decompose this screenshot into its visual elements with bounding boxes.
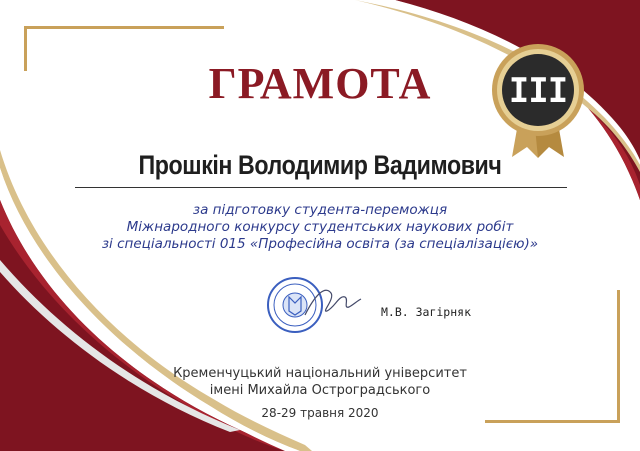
description-line-2: Міжнародного конкурсу студентських наукових робіт — [126, 219, 514, 235]
event-date: 28-29 травня 2020 — [261, 406, 379, 420]
signer-name: М.В. Загірняк — [381, 305, 472, 319]
recipient-name: Прошкін Володимир Вадимович — [138, 150, 502, 180]
description-line-1: за підготовку студента-переможця — [192, 202, 448, 218]
certificate-title: ГРАМОТА — [208, 59, 432, 108]
seal-stamp-icon — [265, 275, 363, 335]
name-underline — [75, 187, 567, 188]
institution-line-1: Кременчуцький національний університет — [173, 366, 467, 381]
institution-line-2: імені Михайла Остроградського — [209, 383, 431, 398]
description-line-3: зі спеціальності 015 «Професійна освіта (за спеціалізацією)» — [101, 236, 539, 252]
award-rank: III — [508, 71, 568, 111]
